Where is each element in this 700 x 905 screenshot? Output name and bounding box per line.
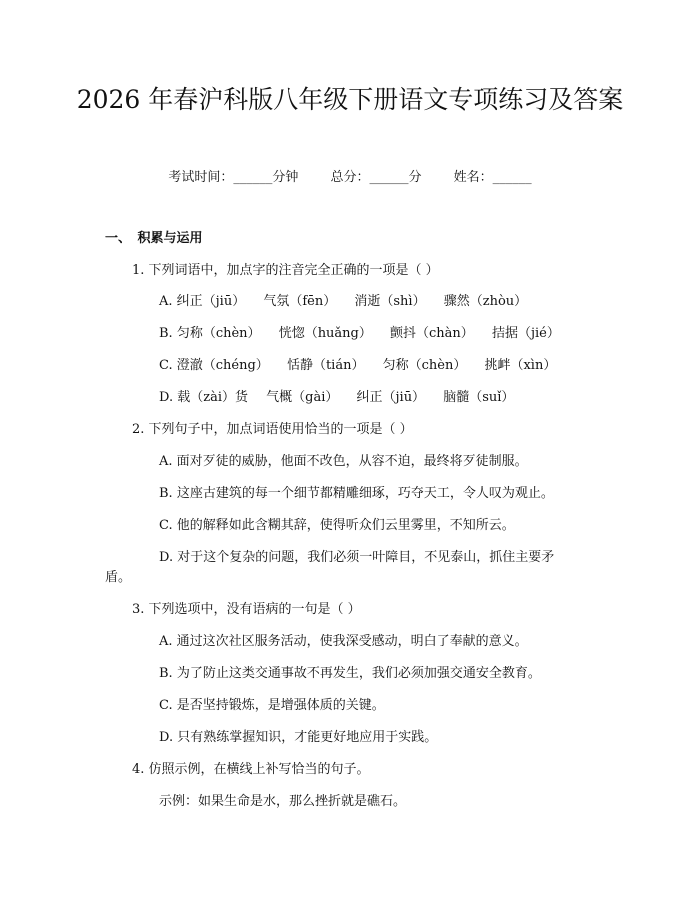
q1-c-item: 挑衅（xìn） <box>484 358 557 373</box>
q1-b-item: 恍惚（huǎng） <box>278 326 372 341</box>
q3-option-a: A. 通过这次社区服务活动，使我深受感动，明白了奉献的意义。 <box>159 634 528 649</box>
q3-option-d: D. 只有熟练掌握知识，才能更好地应用于实践。 <box>159 730 438 745</box>
q1-d-item: 纠正（jiū） <box>356 390 426 405</box>
q1-a-item: 骤然（zhòu） <box>443 294 528 309</box>
q4-example: 示例：如果生命是水，那么挫折就是礁石。 <box>159 794 407 809</box>
question-2: 2. 下列句子中，加点词语使用恰当的一项是（ ） <box>132 422 413 437</box>
q1-c-item: C. 澄澈（chéng） <box>159 358 269 373</box>
q1-a-item: A. 纠正（jiū） <box>159 294 246 309</box>
exam-meta <box>0 168 700 188</box>
q1-option-a <box>159 292 541 312</box>
q1-c-item: 恬静（tián） <box>286 358 365 373</box>
q2-option-a: A. 面对歹徒的威胁，他面不改色，从容不迫，最终将歹徒制服。 <box>159 454 528 469</box>
q3-option-b: B. 为了防止这类交通事故不再发生，我们必须加强交通安全教育。 <box>159 666 541 681</box>
q1-a-item: 消逝（shì） <box>354 294 426 309</box>
q2-option-d-continued: 盾。 <box>105 570 132 585</box>
q2-option-c: C. 他的解释如此含糊其辞，使得听众们云里雾里，不知所云。 <box>159 518 515 533</box>
question-3: 3. 下列选项中，没有语病的一句是（ ） <box>132 602 361 617</box>
question-1: 1. 下列词语中，加点字的注音完全正确的一项是（ ） <box>132 263 439 278</box>
q1-c-item: 匀称（chèn） <box>382 358 467 373</box>
q1-d-item: 气概（gài） <box>266 390 339 405</box>
student-name: 姓名：______ <box>453 170 532 185</box>
document-title: 2026 年春沪科版八年级下册语文专项练习及答案 <box>76 85 624 114</box>
q1-option-d <box>159 388 528 408</box>
q2-option-d: D. 对于这个复杂的问题，我们必须一叶障目，不见泰山，抓住主要矛 <box>159 550 555 565</box>
q1-d-item: 脑髓（suǐ） <box>443 390 515 405</box>
q1-a-item: 气氛（fēn） <box>263 294 337 309</box>
q1-option-c <box>159 356 570 376</box>
q1-b-item: 颤抖（chàn） <box>390 326 474 341</box>
question-4: 4. 仿照示例，在横线上补写恰当的句子。 <box>132 762 370 777</box>
q1-d-item: D. 载（zài）货 <box>159 390 248 405</box>
q2-option-b: B. 这座古建筑的每一个细节都精雕细琢，巧夺天工，令人叹为观止。 <box>159 486 554 501</box>
section-heading: 一、 积累与运用 <box>105 231 203 246</box>
q1-option-b <box>159 324 574 344</box>
total-score: 总分：______分 <box>330 170 422 185</box>
q1-b-item: B. 匀称（chèn） <box>159 326 261 341</box>
exam-time: 考试时间：______分钟 <box>168 170 299 185</box>
q3-option-c: C. 是否坚持锻炼，是增强体质的关键。 <box>159 698 385 713</box>
q1-b-item: 拮据（jié） <box>491 326 560 341</box>
